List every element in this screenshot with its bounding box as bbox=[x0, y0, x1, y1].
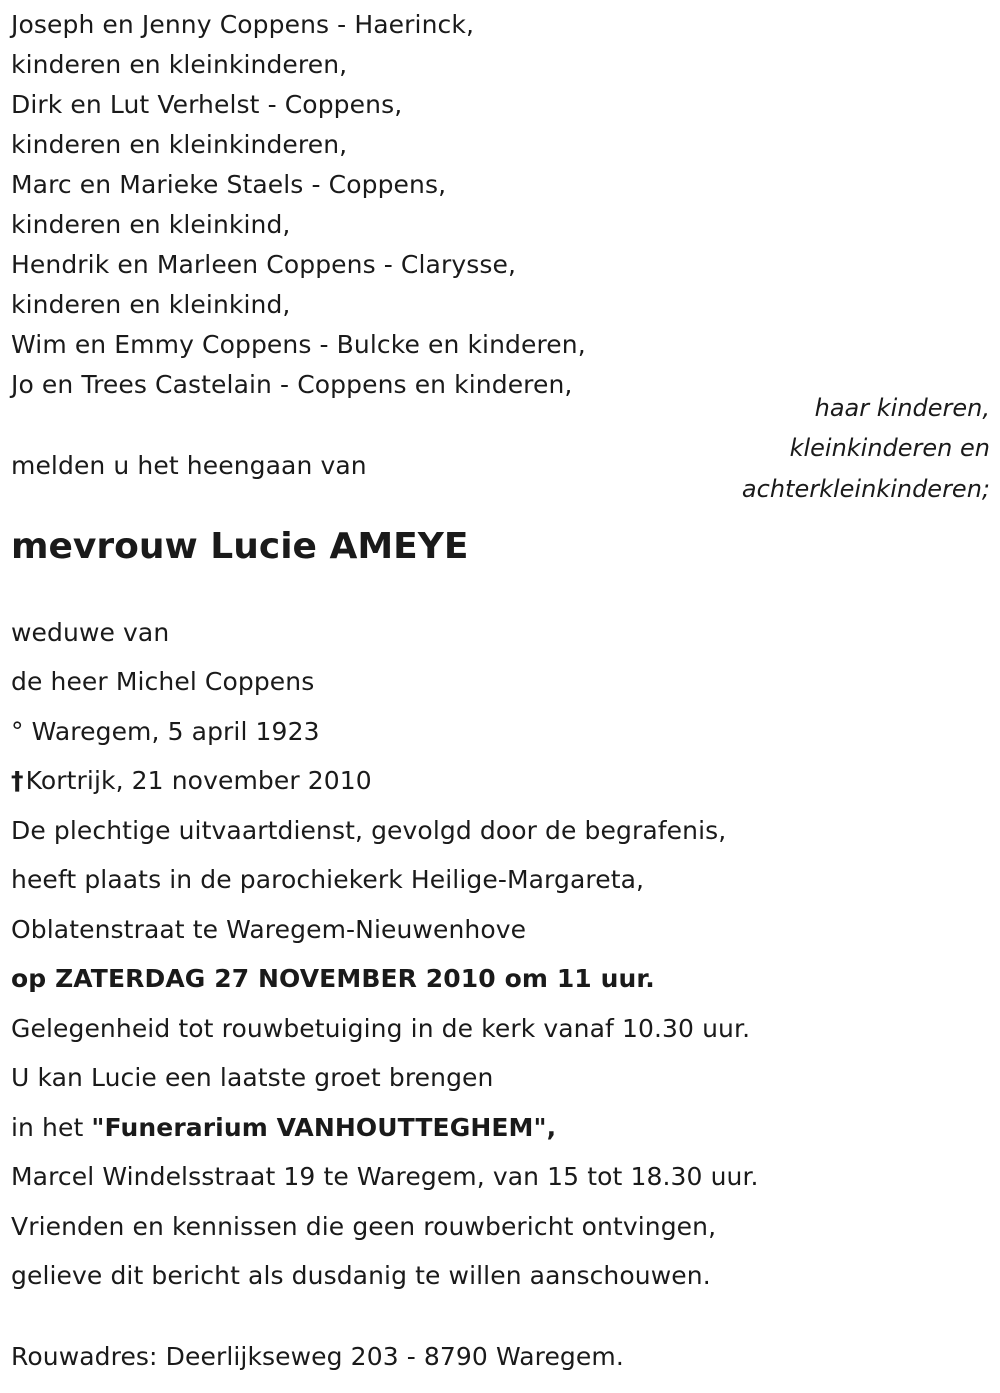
family-line-8: kinderen en kleinkind, bbox=[11, 290, 291, 319]
side-note-line-1: haar kinderen, bbox=[814, 394, 990, 422]
notice-line-2: gelieve dit bericht als dusdanig te willen aanschouwen. bbox=[11, 1261, 711, 1290]
service-line-2: heeft plaats in de parochiekerk Heilige-Margareta, bbox=[11, 865, 645, 894]
side-note-line-2: kleinkinderen en bbox=[789, 434, 990, 462]
deceased-name: mevrouw Lucie AMEYE bbox=[11, 526, 469, 567]
family-line-7: Hendrik en Marleen Coppens - Clarysse, bbox=[11, 250, 517, 279]
widow-of-text: weduwe van bbox=[11, 618, 170, 647]
service-line-1: De plechtige uitvaartdienst, gevolgd door de begrafenis, bbox=[11, 816, 727, 845]
funerarium-name: "Funerarium VANHOUTTEGHEM", bbox=[91, 1113, 557, 1142]
birth-text: ° Waregem, 5 april 1923 bbox=[11, 717, 320, 746]
notice-line-1: Vrienden en kennissen die geen rouwbericht ontvingen, bbox=[11, 1212, 717, 1241]
service-date: op ZATERDAG 27 NOVEMBER 2010 om 11 uur. bbox=[11, 964, 655, 993]
death-line bbox=[11, 766, 372, 796]
mourning-address: Rouwadres: Deerlijkseweg 203 - 8790 Waregem. bbox=[11, 1342, 624, 1371]
visit-line-1: U kan Lucie een laatste groet brengen bbox=[11, 1063, 494, 1092]
family-line-6: kinderen en kleinkind, bbox=[11, 210, 291, 239]
family-line-3: Dirk en Lut Verhelst - Coppens, bbox=[11, 90, 403, 119]
family-line-5: Marc en Marieke Staels - Coppens, bbox=[11, 170, 447, 199]
family-line-2: kinderen en kleinkinderen, bbox=[11, 50, 348, 79]
visit-prefix: in het bbox=[11, 1113, 92, 1142]
visit-line-2 bbox=[11, 1113, 556, 1143]
spouse-text: de heer Michel Coppens bbox=[11, 667, 315, 696]
family-line-4: kinderen en kleinkinderen, bbox=[11, 130, 348, 159]
family-line-10: Jo en Trees Castelain - Coppens en kinderen, bbox=[11, 370, 573, 399]
condolence-text: Gelegenheid tot rouwbetuiging in de kerk vanaf 10.30 uur. bbox=[11, 1014, 751, 1043]
death-text: Kortrijk, 21 november 2010 bbox=[25, 766, 372, 795]
family-line-9: Wim en Emmy Coppens - Bulcke en kinderen, bbox=[11, 330, 586, 359]
family-line-1: Joseph en Jenny Coppens - Haerinck, bbox=[11, 10, 474, 39]
announce-text: melden u het heengaan van bbox=[11, 451, 367, 480]
side-note-line-3: achterkleinkinderen; bbox=[741, 475, 990, 503]
service-line-3: Oblatenstraat te Waregem-Nieuwenhove bbox=[11, 915, 527, 944]
cross-icon: † bbox=[11, 766, 24, 795]
visit-line-3: Marcel Windelsstraat 19 te Waregem, van 15 tot 18.30 uur. bbox=[11, 1162, 759, 1191]
